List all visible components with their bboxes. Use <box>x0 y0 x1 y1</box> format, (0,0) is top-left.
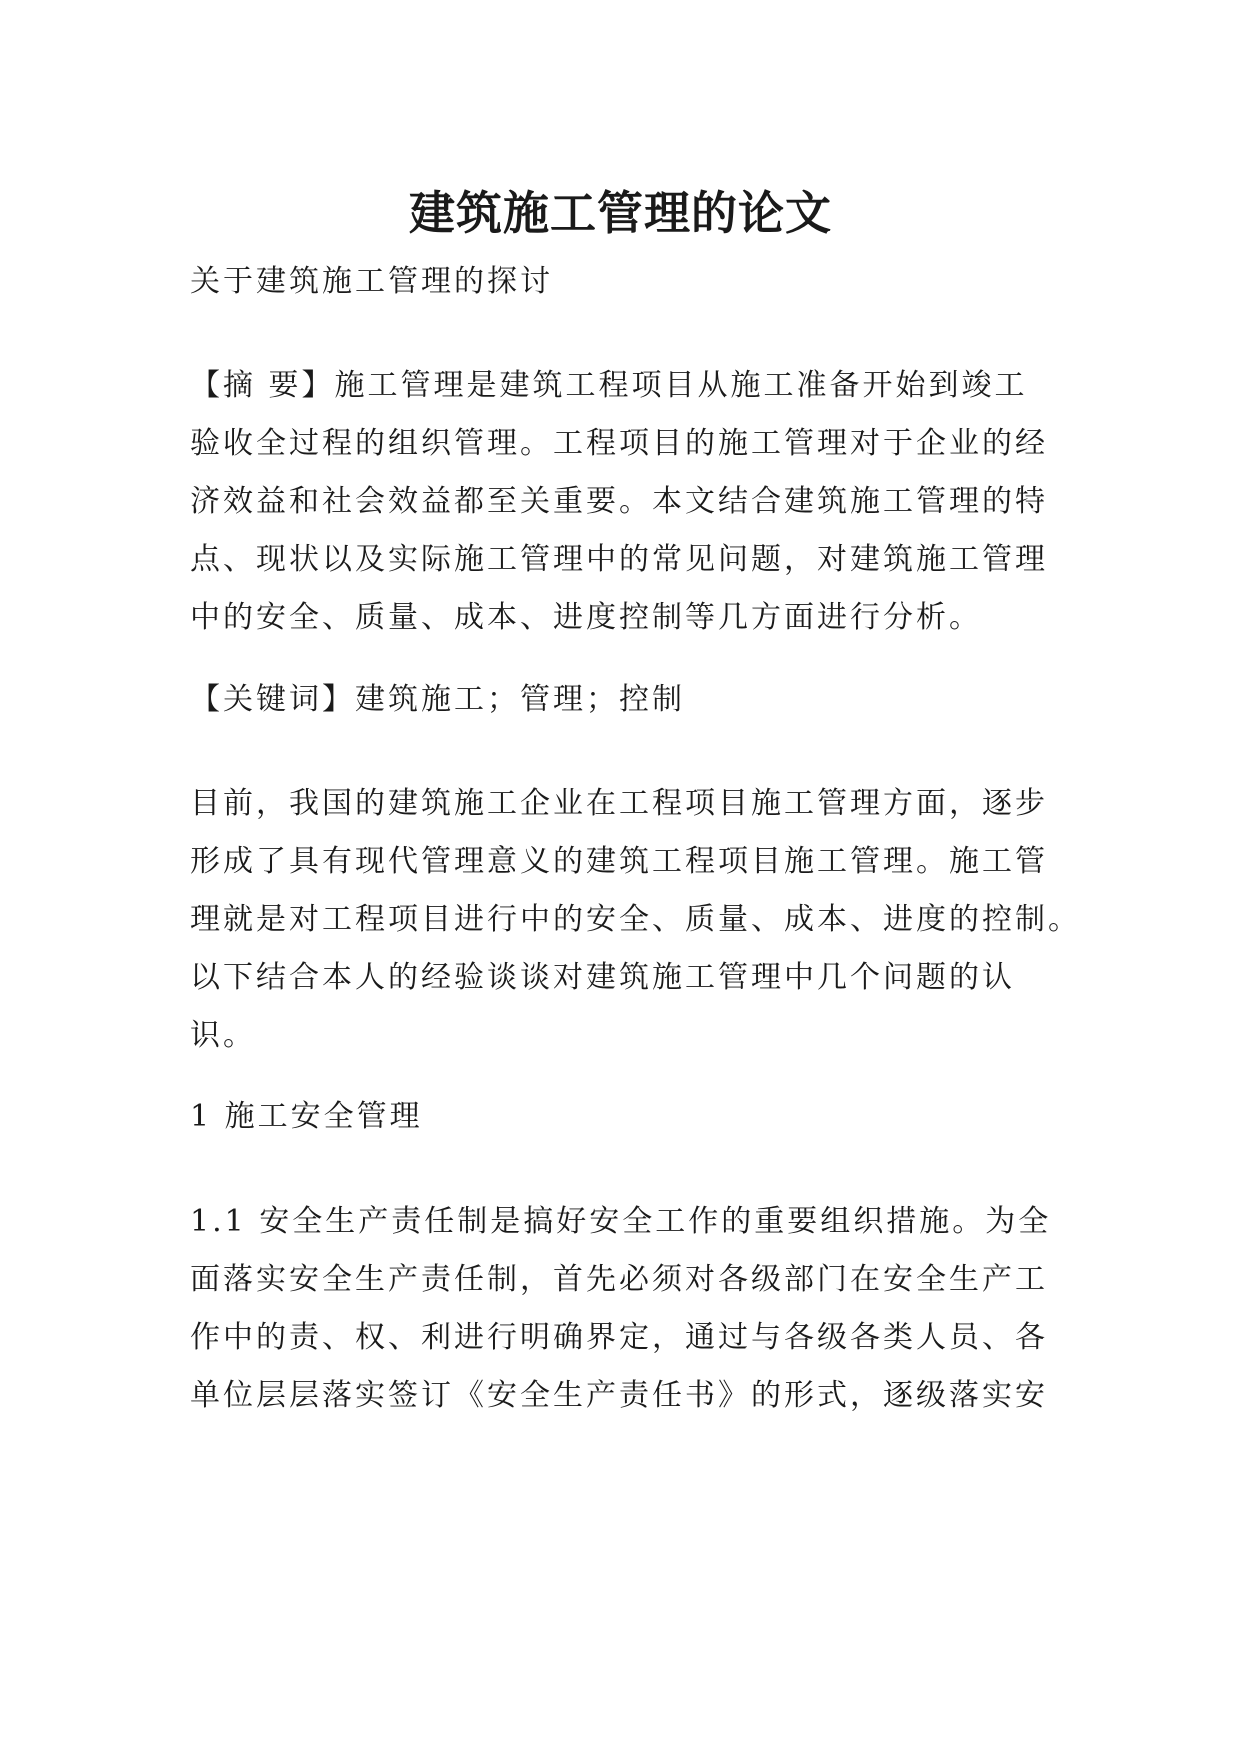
section-line: 面落实安全生产责任制，首先必须对各级部门在安全生产工 <box>190 1262 1048 1297</box>
section-1-1-paragraph <box>190 1193 1052 1425</box>
abstract-line: 【摘 要】施工管理是建筑工程项目从施工准备开始到竣工 <box>190 368 1028 403</box>
intro-line: 形成了具有现代管理意义的建筑工程项目施工管理。施工管 <box>190 844 1048 879</box>
abstract-paragraph <box>190 357 1052 647</box>
section-1-heading <box>190 1088 1052 1146</box>
intro-line: 理就是对工程项目进行中的安全、质量、成本、进度的控制。 <box>190 902 1081 937</box>
section-heading-text: 1 施工安全管理 <box>190 1099 423 1134</box>
abstract-line: 验收全过程的组织管理。工程项目的施工管理对于企业的经 <box>190 426 1048 461</box>
keywords-paragraph <box>190 671 1052 729</box>
document-title: 建筑施工管理的论文 <box>409 185 832 240</box>
subtitle-text: 关于建筑施工管理的探讨 <box>190 264 553 299</box>
intro-paragraph <box>190 775 1081 1065</box>
intro-line: 目前，我国的建筑施工企业在工程项目施工管理方面，逐步 <box>190 786 1048 821</box>
section-line: 作中的责、权、利进行明确界定，通过与各级各类人员、各 <box>190 1320 1048 1355</box>
document-subtitle <box>190 253 1052 311</box>
section-line: 1.1 安全生产责任制是搞好安全工作的重要组织措施。为全 <box>190 1204 1052 1239</box>
abstract-line: 点、现状以及实际施工管理中的常见问题，对建筑施工管理 <box>190 542 1048 577</box>
intro-line: 识。 <box>190 1018 256 1053</box>
keywords-text: 【关键词】建筑施工；管理；控制 <box>190 682 685 717</box>
section-line: 单位层层落实签订《安全生产责任书》的形式，逐级落实安 <box>190 1378 1048 1413</box>
intro-line: 以下结合本人的经验谈谈对建筑施工管理中几个问题的认 <box>190 960 1015 995</box>
abstract-line: 济效益和社会效益都至关重要。本文结合建筑施工管理的特 <box>190 484 1048 519</box>
abstract-line: 中的安全、质量、成本、进度控制等几方面进行分析。 <box>190 600 982 635</box>
